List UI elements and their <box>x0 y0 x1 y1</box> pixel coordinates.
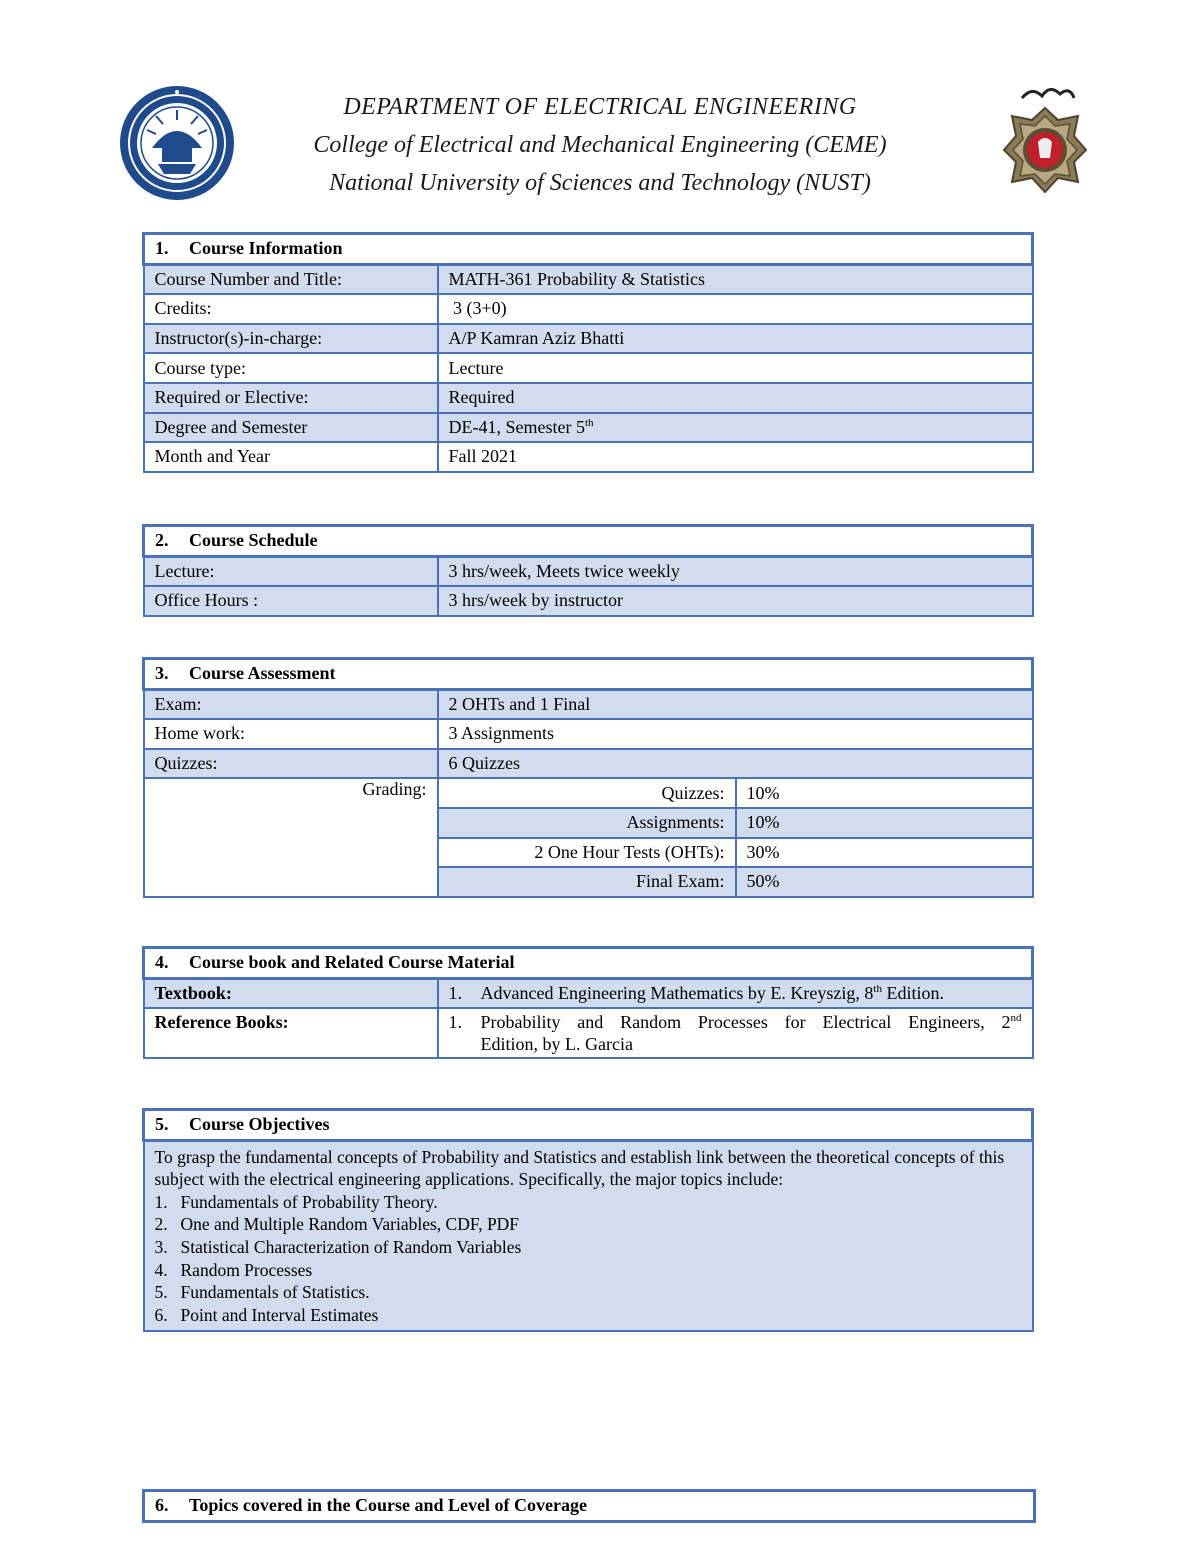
objectives-intro: To grasp the fundamental concepts of Probability and Statistics and establish link between the theoretical concepts of this subject with the electrical engineering applications. Specifically, the major topics include: <box>154 1146 1005 1190</box>
table-row: Exam: 2 OHTs and 1 Final <box>144 689 1033 719</box>
list-item: 2. One and Multiple Random Variables, CDF, PDF <box>154 1214 520 1235</box>
section-title: 3. Course Assessment <box>144 659 1033 690</box>
table-row: Textbook: 1. Advanced Engineering Mathematics by E. Kreyszig, 8th Edition. <box>144 978 1033 1008</box>
department-title: DEPARTMENT OF ELECTRICAL ENGINEERING <box>343 94 857 120</box>
table-row: Instructor(s)-in-charge: A/P Kamran Aziz Bhatti <box>144 324 1033 354</box>
table-row: Reference Books: 1. Probability and Random Processes for Electrical Engineers, 2nd Edition, by L. Garcia <box>144 1008 1033 1058</box>
section-title: 4. Course book and Related Course Material <box>144 948 1033 979</box>
grading-row: Final Exam: 50% <box>144 867 1033 897</box>
table-row: Course type: Lecture <box>144 353 1033 383</box>
grading-row: Assignments: 10% <box>144 808 1033 838</box>
table-row: Quizzes: 6 Quizzes <box>144 749 1033 779</box>
course-material-table <box>142 946 1034 1059</box>
course-objectives-table <box>142 1108 1034 1332</box>
section-title: 2. Course Schedule <box>144 526 1033 557</box>
table-row: Course Number and Title: MATH-361 Probability & Statistics <box>144 264 1033 294</box>
list-item: 4. Random Processes <box>154 1259 313 1280</box>
document-header <box>0 88 1200 202</box>
section-title: 5. Course Objectives <box>144 1110 1033 1141</box>
course-schedule-table <box>142 524 1034 617</box>
table-row: Required or Elective: Required <box>144 383 1033 413</box>
course-information-table <box>142 232 1034 473</box>
list-item: 5. Fundamentals of Statistics. <box>154 1282 370 1303</box>
grading-row: 2 One Hour Tests (OHTs): 30% <box>144 838 1033 868</box>
college-title: College of Electrical and Mechanical Engineering (CEME) <box>313 132 887 158</box>
list-item: 3. Statistical Characterization of Random Variables <box>154 1236 522 1257</box>
table-row: Lecture: 3 hrs/week, Meets twice weekly <box>144 556 1033 586</box>
topics-covered-table <box>142 1489 1036 1523</box>
section-title: 1. Course Information <box>144 234 1033 265</box>
table-row: Credits: 3 (3+0) <box>144 294 1033 324</box>
table-row: Home work: 3 Assignments <box>144 719 1033 749</box>
university-title: National University of Sciences and Technology (NUST) <box>329 170 871 196</box>
course-assessment-table <box>142 657 1034 898</box>
grading-row: Grading: Quizzes: 10% <box>144 778 1033 808</box>
table-row: Office Hours : 3 hrs/week by instructor <box>144 586 1033 616</box>
objectives-body <box>144 1140 1033 1331</box>
section-title: 6. Topics covered in the Course and Level of Coverage <box>144 1491 1035 1522</box>
table-row: Month and Year Fall 2021 <box>144 442 1033 472</box>
table-row: Degree and Semester DE-41, Semester 5th <box>144 413 1033 443</box>
list-item: 1. Fundamentals of Probability Theory. <box>154 1191 438 1212</box>
list-item: 6. Point and Interval Estimates <box>154 1304 379 1325</box>
